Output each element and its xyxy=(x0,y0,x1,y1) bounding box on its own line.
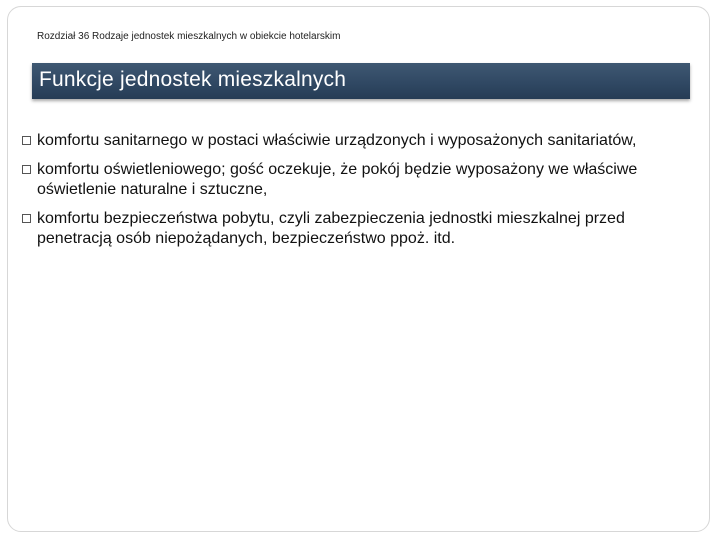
bullet-list xyxy=(20,131,670,258)
checkbox-bullet-icon xyxy=(22,214,31,223)
bullet-item-sanitary xyxy=(20,131,670,151)
checkbox-bullet-icon xyxy=(22,136,31,145)
bullet-item-security xyxy=(20,209,670,249)
chapter-header: Rozdział 36 Rodzaje jednostek mieszkalnych w obiekcie hotelarskim xyxy=(37,31,341,42)
bullet-item-lighting xyxy=(20,160,670,200)
checkbox-bullet-icon xyxy=(22,165,31,174)
bullet-text: komfortu sanitarnego w postaci właściwie urządzonych i wyposażonych sanitariatów, xyxy=(37,132,637,149)
title-bar xyxy=(32,63,690,99)
bullet-text: komfortu oświetleniowego; gość oczekuje, że pokój będzie wyposażony we właściwe oświetlenie naturalne i sztuczne, xyxy=(37,161,638,198)
bullet-text: komfortu bezpieczeństwa pobytu, czyli zabezpieczenia jednostki mieszkalnej przed penetracją osób niepożądanych, bezpieczeństwo ppoż. itd. xyxy=(37,210,625,247)
slide-title: Funkcje jednostek mieszkalnych xyxy=(39,68,347,91)
